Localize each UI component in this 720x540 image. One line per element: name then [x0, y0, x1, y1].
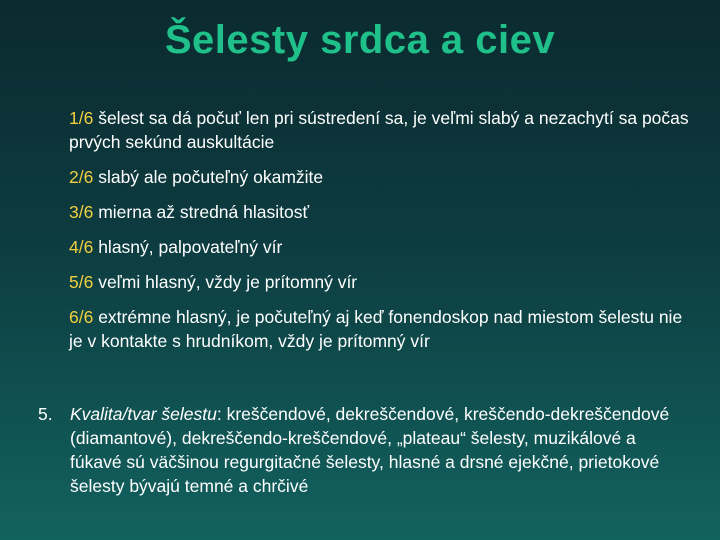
grade-item-4 [69, 235, 689, 259]
list-number: 5. [38, 404, 53, 424]
grade-item-1 [69, 106, 689, 154]
quality-shape-body [70, 402, 688, 498]
grade-item-6 [69, 305, 689, 353]
grade-number: 1/6 [69, 108, 94, 128]
quality-shape-label: Kvalita/tvar šelestu [70, 404, 217, 424]
grade-number: 6/6 [69, 307, 94, 327]
grade-description: mierna až stredná hlasitosť [98, 202, 310, 222]
quality-shape-description: : kreščendové, dekreščendové, kreščendo-dekreščendové (diamantové), dekreščendo-kreščendové, „plateau“ šelesty, muzikálové a fúkavé sú väčšinou regurgitačné šelesty, hlasné a drsné ejekčné, prietokové šelesty bývajú temné a chrčivé [70, 404, 670, 496]
quality-shape-item [38, 402, 688, 498]
grade-number: 2/6 [69, 167, 94, 187]
slide-title: Šelesty srdca a ciev [164, 18, 556, 62]
grade-description: šelest sa dá počuť len pri sústredení sa, je veľmi slabý a nezachytí sa počas prvých sekúnd auskultácie [69, 108, 689, 152]
grade-number: 5/6 [69, 272, 94, 292]
grade-description: extrémne hlasný, je počuteľný aj keď fonendoskop nad miestom šelestu nie je v kontakte s hrudníkom, vždy je prítomný vír [69, 307, 683, 351]
murmur-grade-list [69, 106, 689, 364]
grade-number: 3/6 [69, 202, 94, 222]
grade-description: veľmi hlasný, vždy je prítomný vír [98, 272, 358, 292]
grade-description: slabý ale počuteľný okamžite [98, 167, 324, 187]
grade-number: 4/6 [69, 237, 94, 257]
grade-item-5 [69, 270, 689, 294]
grade-item-3 [69, 200, 689, 224]
grade-description: hlasný, palpovateľný vír [98, 237, 283, 257]
grade-item-2 [69, 165, 689, 189]
